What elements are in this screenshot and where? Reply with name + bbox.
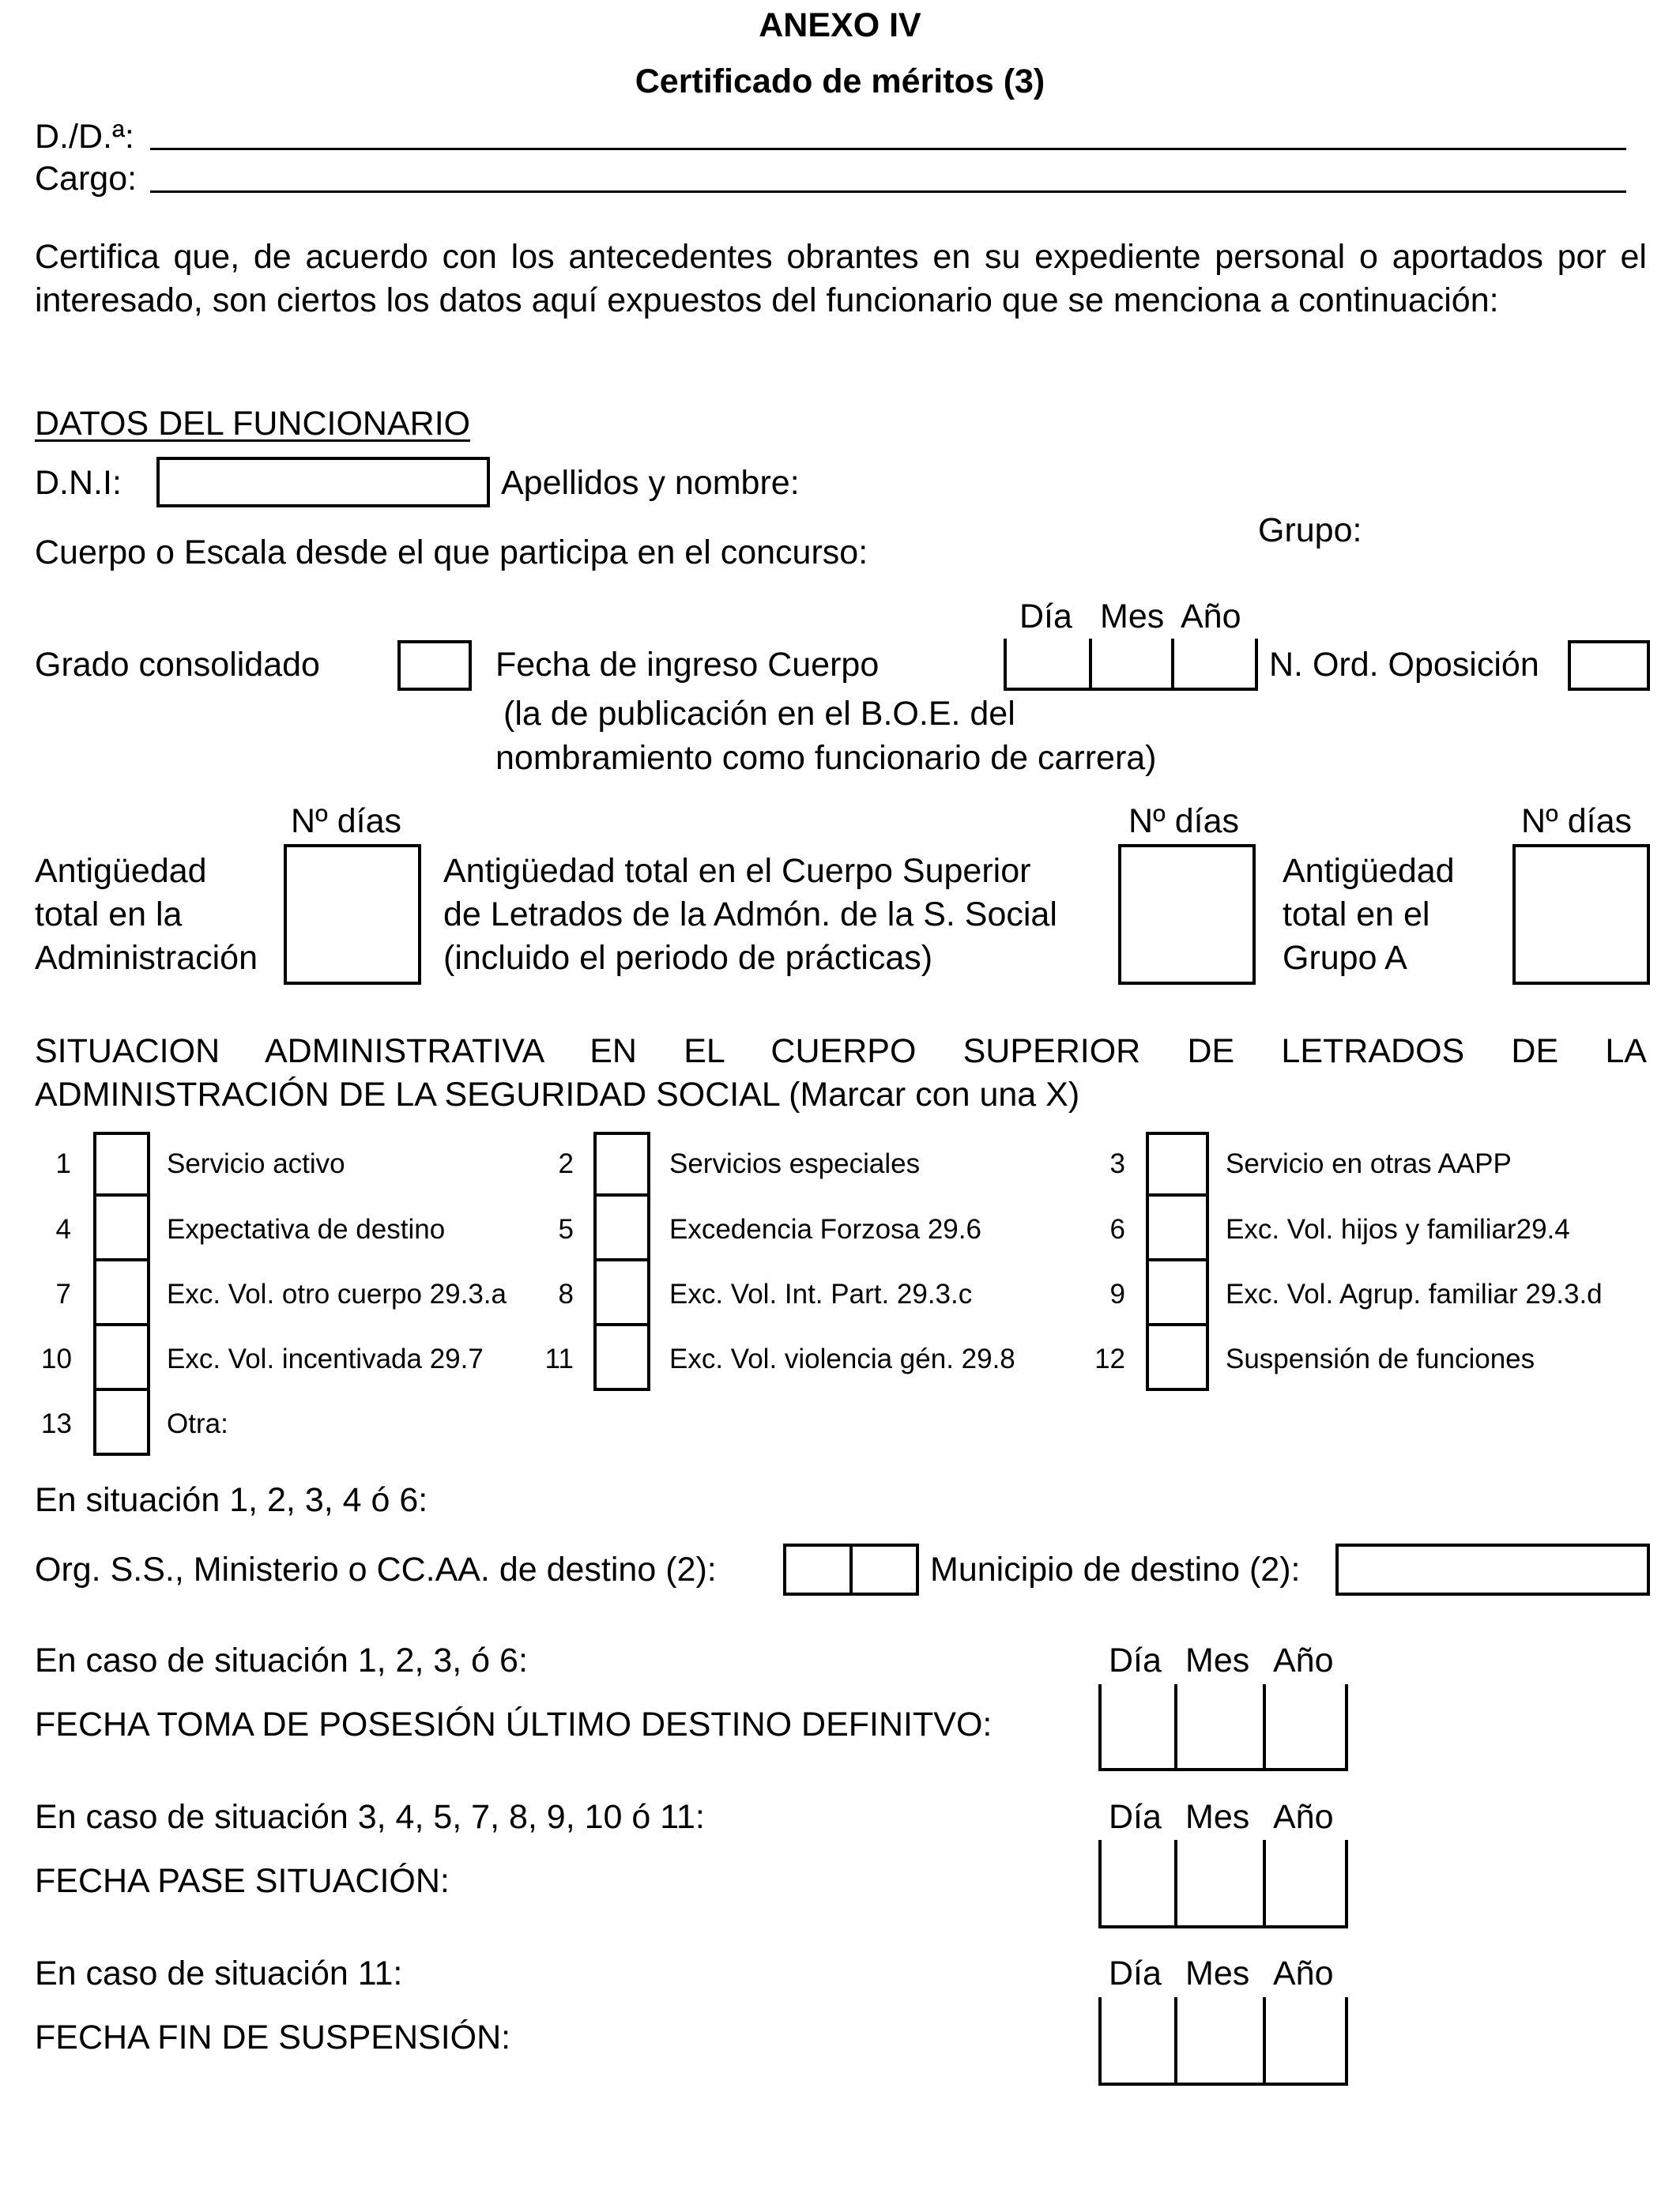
corps-label: Cuerpo o Escala desde el que participa en el concurso: [35, 533, 868, 571]
situation-checkbox-5[interactable] [593, 1193, 650, 1261]
situation-title-line-1: SITUACION ADMINISTRATIVA EN EL CUERPO SUPERIOR DE LETRADOS DE LA [35, 1032, 1647, 1070]
entry-date-year-header: Año [1181, 598, 1241, 635]
date2-month-header: Mes [1185, 1798, 1250, 1836]
date2-year-field[interactable] [1266, 1843, 1345, 1925]
group-days-header: Nº días [1521, 802, 1632, 840]
group-seniority-field[interactable] [1512, 844, 1650, 985]
dni-field[interactable] [156, 457, 490, 507]
situation-number: 10 [41, 1344, 72, 1374]
entry-date-year-field[interactable] [1174, 642, 1255, 688]
signer-name-label: D./D.ª: [35, 118, 134, 156]
date2-border-right [1345, 1840, 1348, 1928]
entry-date-note-2: nombramiento como funcionario de carrera) [495, 739, 1157, 777]
date1-year-header: Año [1273, 1642, 1334, 1679]
grade-label: Grado consolidado [35, 646, 320, 684]
situation-number: 8 [558, 1279, 574, 1310]
situation-number: 2 [558, 1148, 574, 1179]
grade-field[interactable] [397, 640, 472, 691]
situation-checkbox-4[interactable] [93, 1193, 150, 1261]
date1-day-field[interactable] [1102, 1687, 1174, 1768]
situation-number: 6 [1109, 1214, 1125, 1245]
situation-label: Suspensión de funciones [1226, 1344, 1535, 1374]
date2-month-field[interactable] [1177, 1843, 1263, 1925]
date-label-2: FECHA PASE SITUACIÓN: [35, 1862, 450, 1900]
situation-checkbox-13[interactable] [93, 1388, 150, 1456]
situation-label: Servicio en otras AAPP [1226, 1148, 1512, 1179]
annex-title: ANEXO IV [759, 6, 921, 44]
corps-seniority-label-1: Antigüedad total en el Cuerpo Superior [443, 852, 1031, 890]
situation-checkbox-7[interactable] [93, 1258, 150, 1326]
entry-date-label: Fecha de ingreso Cuerpo [495, 646, 880, 684]
date2-border-bottom [1098, 1925, 1348, 1928]
signer-position-line[interactable] [150, 190, 1626, 193]
signer-name-line[interactable] [150, 148, 1626, 150]
entry-date-month-field[interactable] [1092, 642, 1171, 688]
entry-date-day-header: Día [1019, 598, 1072, 635]
entry-date-border-right [1255, 639, 1258, 691]
situation-number: 9 [1109, 1279, 1125, 1310]
situation-label: Exc. Vol. Int. Part. 29.3.c [669, 1279, 973, 1310]
situation-label: Exc. Vol. incentivada 29.7 [167, 1344, 484, 1374]
intro-paragraph: Certifica que, de acuerdo con los antecedentes obrantes en su expediente personal o aportados por el interesado, son ciertos los datos aquí expuestos del funcionario que se menciona a continuación: [35, 238, 1647, 319]
entry-date-border-bottom [1004, 688, 1258, 691]
situation-label: Servicio activo [167, 1148, 345, 1179]
date3-border-right [1345, 1997, 1348, 2086]
municipality-field[interactable] [1335, 1544, 1650, 1596]
date-condition-1: En caso de situación 1, 2, 3, ó 6: [35, 1642, 528, 1679]
situation-label: Exc. Vol. otro cuerpo 29.3.a [167, 1279, 507, 1310]
date1-border-bottom [1098, 1768, 1348, 1771]
admin-seniority-label-2: total en la [35, 895, 183, 933]
date3-day-field[interactable] [1102, 2000, 1174, 2083]
situation-label: Expectativa de destino [167, 1214, 446, 1245]
date-condition-2: En caso de situación 3, 4, 5, 7, 8, 9, 10 ó 11: [35, 1798, 705, 1836]
date1-border-right [1345, 1684, 1348, 1771]
situation-label: Otra: [167, 1408, 228, 1439]
group-seniority-label-3: Grupo A [1283, 939, 1407, 977]
situation-number: 13 [41, 1408, 72, 1439]
date1-day-header: Día [1109, 1642, 1162, 1679]
date-label-3: FECHA FIN DE SUSPENSIÓN: [35, 2019, 511, 2056]
situation-label: Exc. Vol. hijos y familiar29.4 [1226, 1214, 1570, 1245]
situation-title-line-2: ADMINISTRACIÓN DE LA SEGURIDAD SOCIAL (Marcar con una X) [35, 1076, 1080, 1114]
destination-heading: En situación 1, 2, 3, 4 ó 6: [35, 1481, 428, 1519]
situation-label: Exc. Vol. violencia gén. 29.8 [669, 1344, 1015, 1374]
date2-day-field[interactable] [1102, 1843, 1174, 1925]
date1-month-header: Mes [1185, 1642, 1250, 1679]
situation-number: 7 [55, 1279, 71, 1310]
date1-month-field[interactable] [1177, 1687, 1263, 1768]
order-label: N. Ord. Oposición [1269, 646, 1539, 684]
entry-date-note-1: (la de publicación en el B.O.E. del [503, 695, 1015, 733]
group-seniority-label-1: Antigüedad [1283, 852, 1455, 890]
situation-checkbox-12[interactable] [1146, 1323, 1209, 1391]
group-seniority-label-2: total en el [1283, 895, 1430, 933]
situation-checkbox-8[interactable] [593, 1258, 650, 1326]
situation-number: 3 [1109, 1148, 1125, 1179]
admin-days-header: Nº días [291, 802, 401, 840]
date2-day-header: Día [1109, 1798, 1162, 1836]
situation-checkbox-2[interactable] [593, 1132, 650, 1197]
situation-label: Exc. Vol. Agrup. familiar 29.3.d [1226, 1279, 1603, 1310]
signer-position-label: Cargo: [35, 160, 137, 198]
situation-checkbox-6[interactable] [1146, 1193, 1209, 1261]
situation-number: 1 [55, 1148, 71, 1179]
org-label: Org. S.S., Ministerio o CC.AA. de destino (2): [35, 1551, 717, 1589]
situation-checkbox-9[interactable] [1146, 1258, 1209, 1326]
situation-label: Servicios especiales [669, 1148, 921, 1179]
date3-border-bottom [1098, 2083, 1348, 2086]
situation-number: 12 [1094, 1344, 1125, 1374]
situation-checkbox-11[interactable] [593, 1323, 650, 1391]
org-code-divider [849, 1544, 853, 1596]
situation-checkbox-10[interactable] [93, 1323, 150, 1391]
municipality-label: Municipio de destino (2): [930, 1551, 1301, 1589]
order-field[interactable] [1568, 640, 1650, 691]
date3-month-field[interactable] [1177, 2000, 1263, 2083]
name-label: Apellidos y nombre: [501, 464, 800, 502]
situation-number: 4 [55, 1214, 71, 1245]
situation-checkbox-3[interactable] [1146, 1132, 1209, 1197]
group-label: Grupo: [1258, 511, 1362, 549]
admin-seniority-label-3: Administración [35, 939, 258, 977]
date3-year-field[interactable] [1266, 2000, 1345, 2083]
corps-seniority-field[interactable] [1118, 844, 1256, 985]
section-title-official: DATOS DEL FUNCIONARIO [35, 405, 471, 443]
situation-checkbox-1[interactable] [93, 1132, 150, 1197]
admin-seniority-field[interactable] [284, 844, 421, 985]
page-title: Certificado de méritos (3) [635, 62, 1045, 100]
corps-seniority-label-3: (incluido el periodo de prácticas) [443, 939, 933, 977]
situation-label: Excedencia Forzosa 29.6 [669, 1214, 981, 1245]
date3-day-header: Día [1109, 1955, 1162, 1992]
date1-year-field[interactable] [1266, 1687, 1345, 1768]
corps-seniority-label-2: de Letrados de la Admón. de la S. Social [443, 895, 1057, 933]
situation-number: 11 [544, 1344, 574, 1374]
admin-seniority-label-1: Antigüedad [35, 852, 207, 890]
corps-days-header: Nº días [1128, 802, 1239, 840]
situation-number: 5 [558, 1214, 574, 1245]
dni-label: D.N.I: [35, 464, 122, 502]
date-condition-3: En caso de situación 11: [35, 1955, 403, 1992]
entry-date-day-field[interactable] [1007, 642, 1089, 688]
date-label-1: FECHA TOMA DE POSESIÓN ÚLTIMO DESTINO DEFINITVO: [35, 1706, 993, 1744]
date2-year-header: Año [1273, 1798, 1334, 1836]
date3-month-header: Mes [1185, 1955, 1250, 1992]
entry-date-month-header: Mes [1100, 598, 1165, 635]
date3-year-header: Año [1273, 1955, 1334, 1992]
